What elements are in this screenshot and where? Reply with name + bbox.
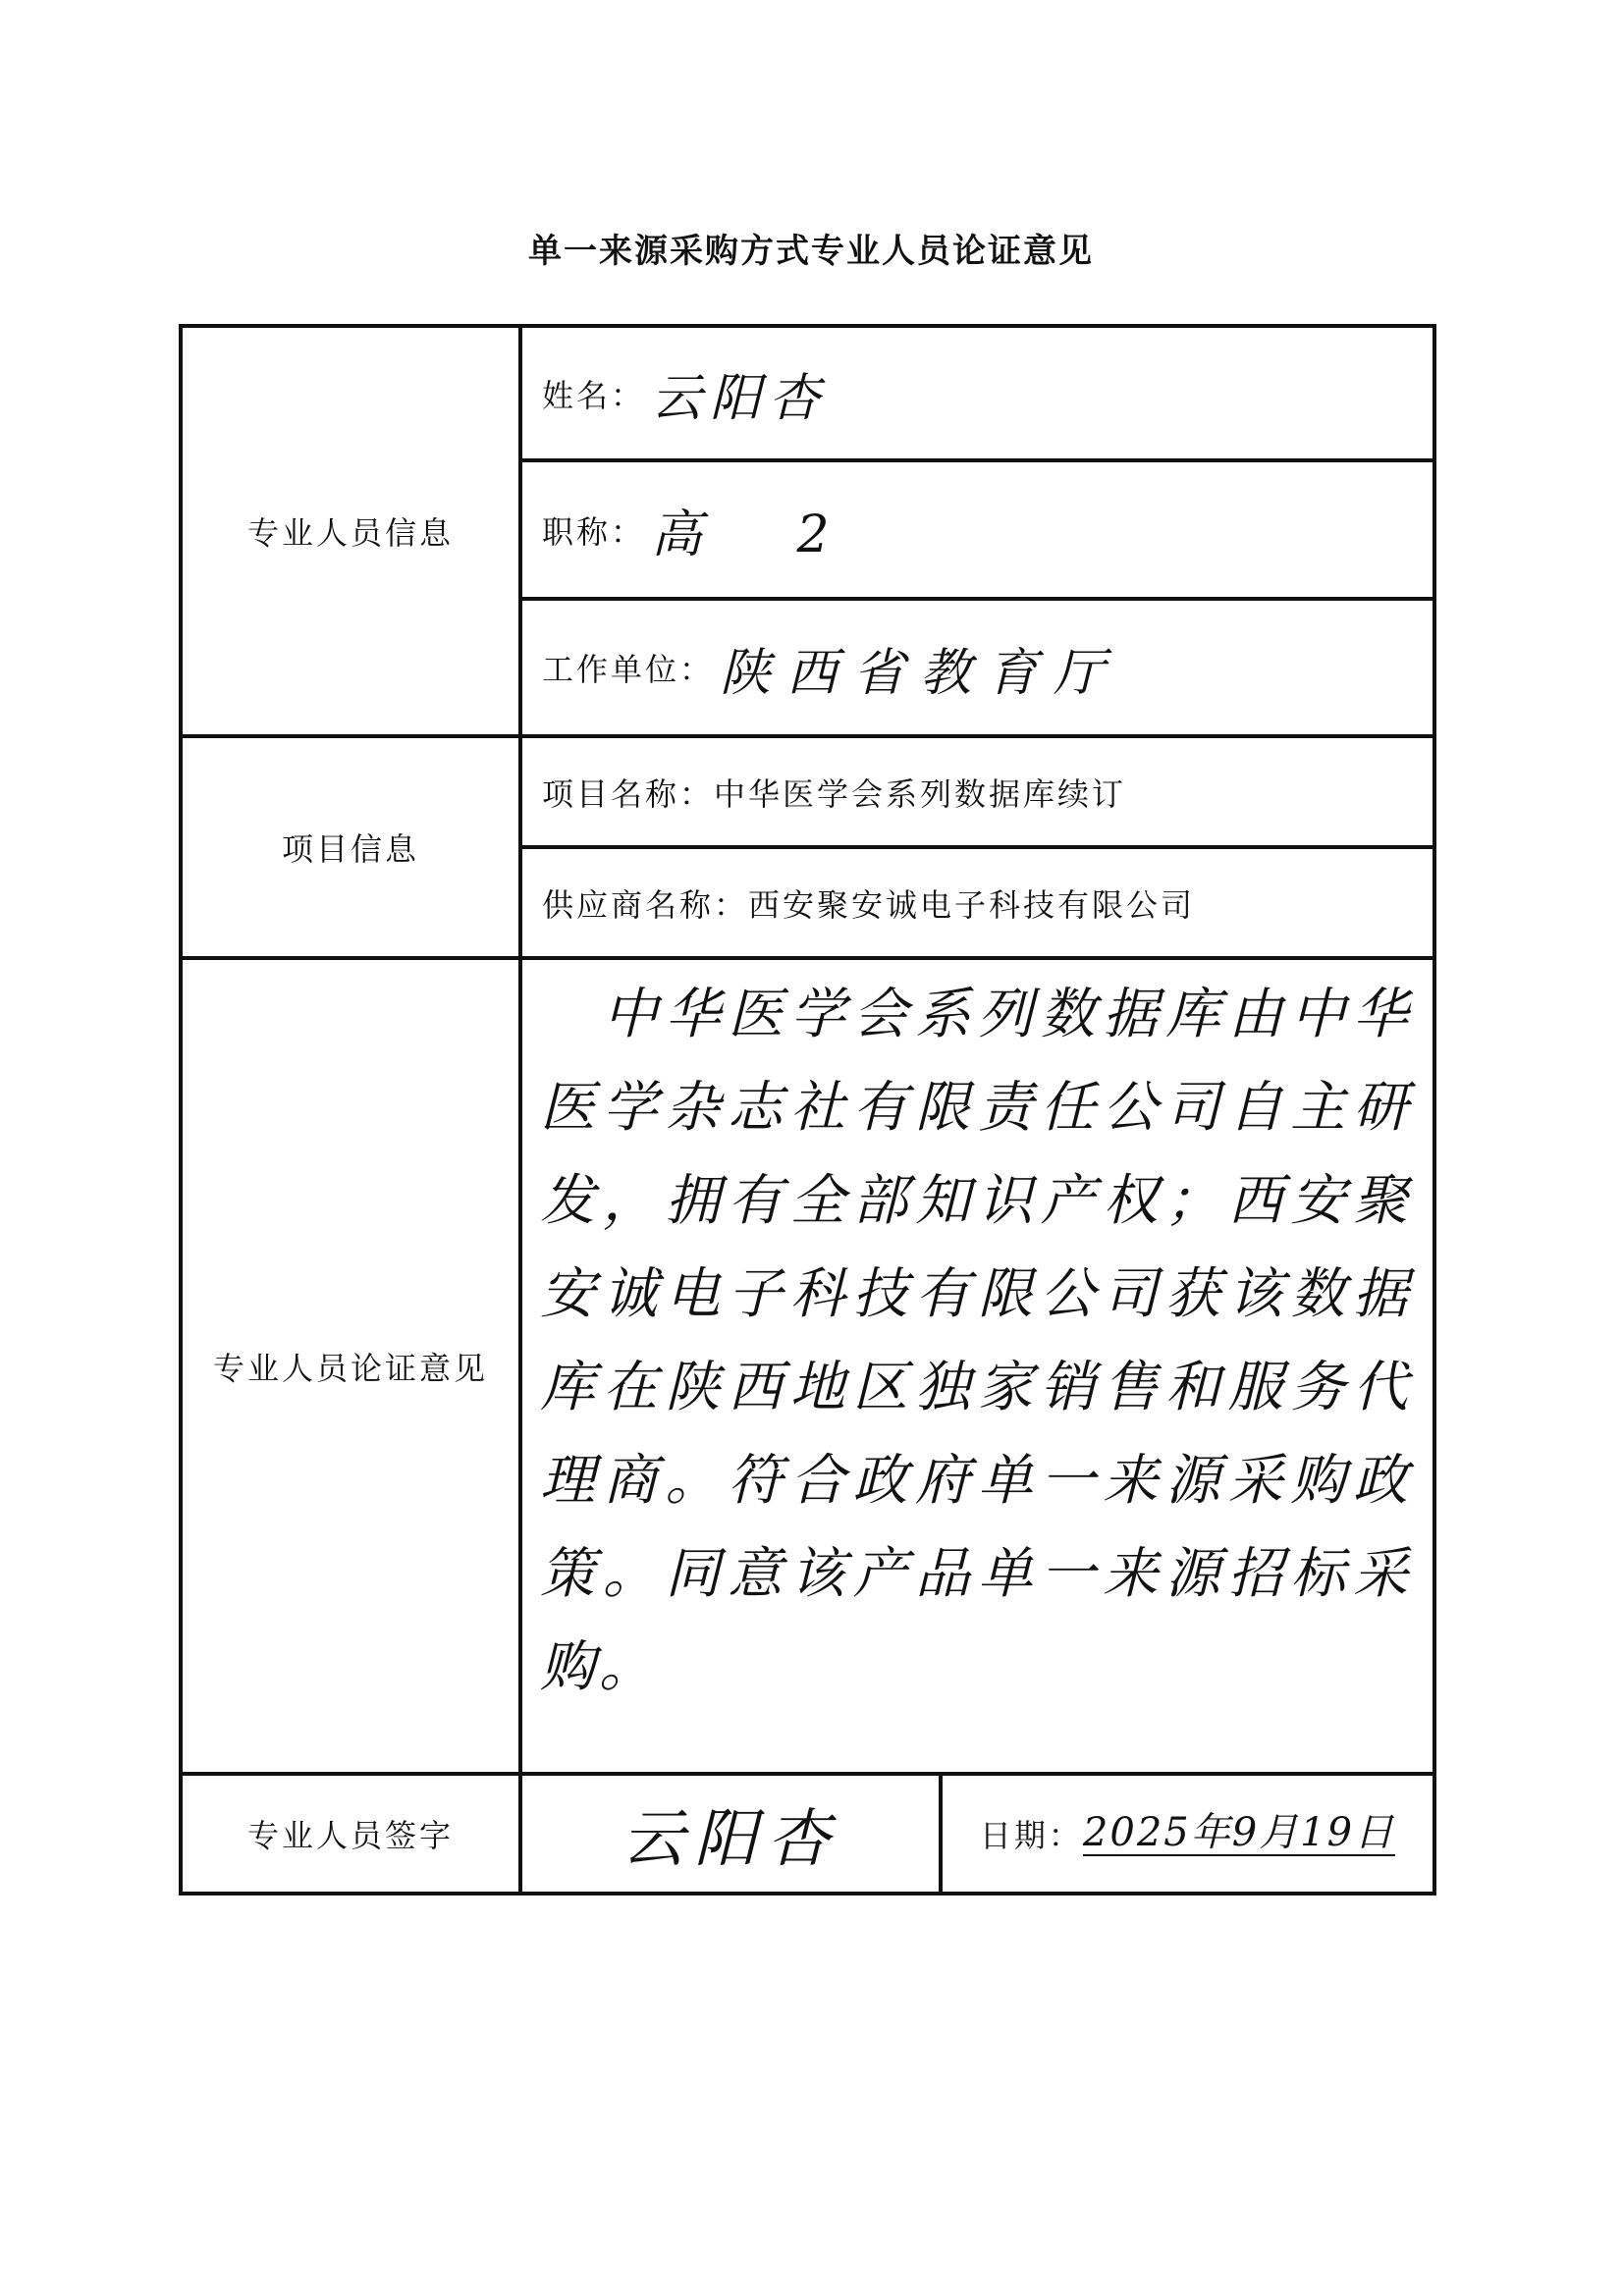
name-field <box>522 328 1433 458</box>
date-label: 日期： <box>979 1817 1083 1854</box>
project-info-label: 项目信息 <box>281 830 419 868</box>
signature-value: 云阳杏 <box>622 1803 839 1876</box>
signature-label: 专业人员签字 <box>246 1817 454 1854</box>
name-label: 姓名： <box>542 376 646 414</box>
title-value: 高 2 <box>651 506 869 564</box>
border-bottom <box>179 1892 1436 1896</box>
supplier-name-field: 供应商名称：西安聚安诚电子科技有限公司 <box>542 885 1196 924</box>
document-title: 单一来源采购方式专业人员论证意见 <box>528 232 1094 271</box>
unit-field <box>522 601 1433 734</box>
border-right <box>1433 324 1436 1896</box>
project-name-field: 项目名称：中华医学会系列数据库续订 <box>542 774 1127 813</box>
unit-value: 陕西省教育厅 <box>720 643 1121 703</box>
unit-label: 工作单位： <box>542 651 715 688</box>
title-label: 职称： <box>542 512 646 551</box>
date-field <box>943 1776 1433 1892</box>
name-value: 云阳杏 <box>651 369 829 428</box>
signature-field <box>522 1776 939 1892</box>
date-value: 2025年9月19日 <box>1082 1810 1396 1855</box>
opinion-label: 专业人员论证意见 <box>212 1349 488 1387</box>
personnel-info-label: 专业人员信息 <box>246 514 454 552</box>
title-field <box>522 462 1433 597</box>
opinion-text: 中华医学会系列数据库由中华医学杂志社有限责任公司自主研发，拥有全部知识产权；西安聚安诚电子科技有限公司获该数据库在陕西地区独家销售和服务代理商。符合政府单一来源采购政策。同意该产品单一来源招标采购。 <box>540 983 1412 1699</box>
